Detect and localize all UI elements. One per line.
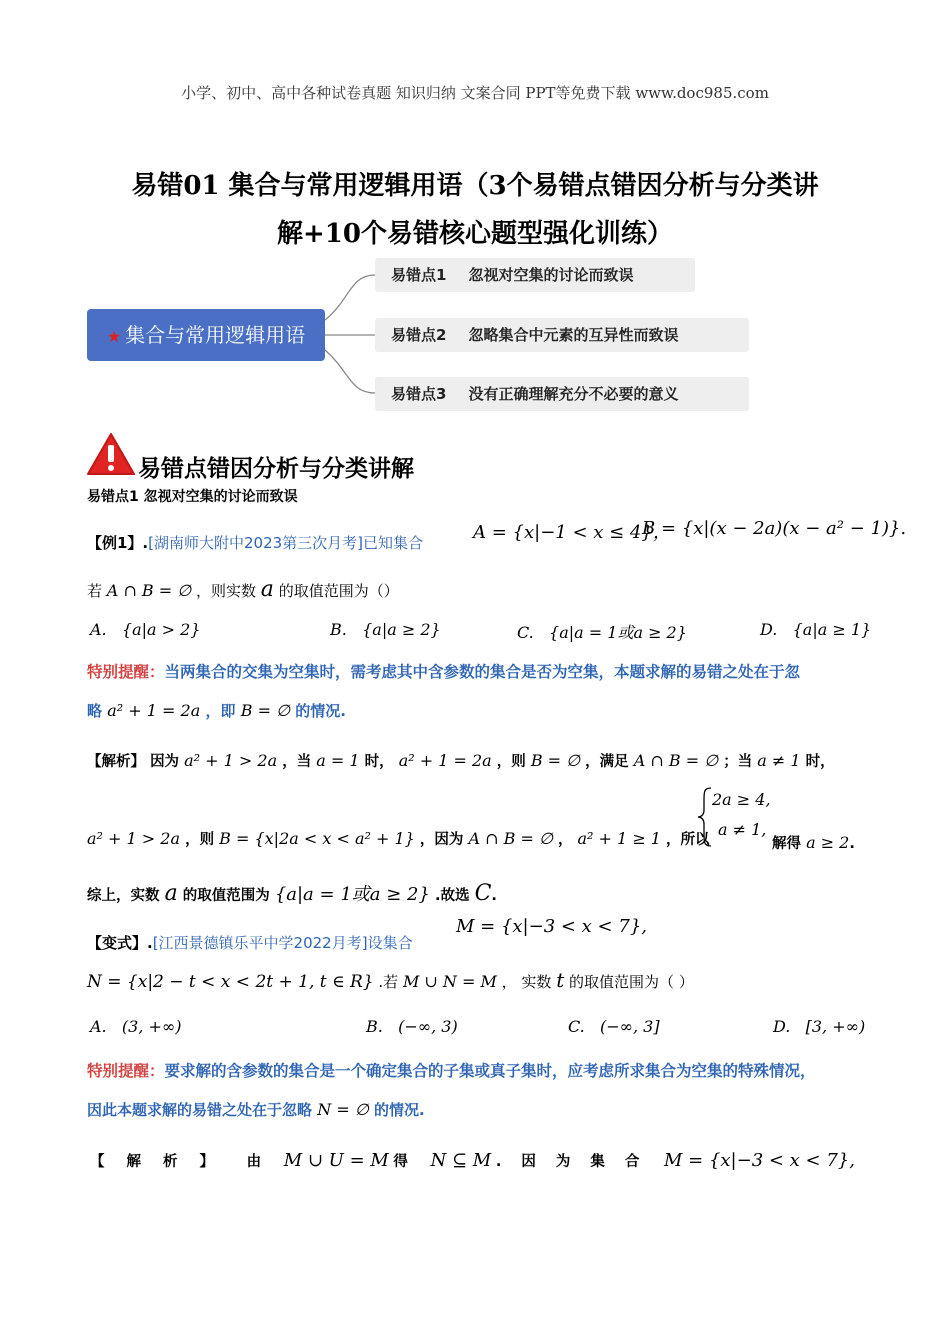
mindmap-node-3 xyxy=(375,377,749,411)
system-line2: a ≠ 1, xyxy=(718,820,767,839)
mindmap-node-1 xyxy=(375,258,695,292)
set-a: A = {x|−1 < x ≤ 4}， xyxy=(473,522,671,543)
sol-text: ， xyxy=(557,832,573,848)
sol-text: 解得 xyxy=(772,836,801,852)
doc-title-line2: 解+10个易错核心题型强化训练） xyxy=(277,219,673,249)
sol-math: M = {x|−3 < x < 7}, xyxy=(663,1150,855,1171)
sol-text: . xyxy=(849,836,855,852)
variant-option-b xyxy=(366,1017,458,1036)
sol-text: ，则 xyxy=(185,832,215,848)
mindmap-root-label: 集合与常用逻辑用语 xyxy=(125,323,306,347)
option-key: C. xyxy=(568,1017,585,1036)
sol-text: 时， xyxy=(364,754,394,770)
tip-math: N = ∅ xyxy=(317,1100,369,1119)
variant-tip-line1 xyxy=(87,1059,816,1081)
option-key: D. xyxy=(760,620,778,639)
q-var: t xyxy=(556,968,565,992)
tip-label: 特别提醒： xyxy=(87,1062,165,1080)
tip-text: 因此本题求解的易错之处在于忽略 xyxy=(87,1101,313,1119)
variant-source: [江西景德镇乐平中学2022月考]设集合 xyxy=(152,934,413,952)
mindmap-root xyxy=(87,309,325,361)
solution-label: 【解析】 xyxy=(90,1154,236,1170)
example1-solution-result xyxy=(772,832,855,853)
example1-line1 xyxy=(87,532,423,553)
q-math: M ∪ N = M xyxy=(402,972,497,991)
sol-math: a² + 1 = 2a xyxy=(398,751,492,770)
option-text: (3, +∞) xyxy=(121,1017,182,1036)
variant-solution xyxy=(90,1150,855,1171)
variant-line1 xyxy=(87,932,413,953)
option-key: A. xyxy=(90,620,107,639)
sol-math: N ⊆ M xyxy=(430,1150,492,1171)
node-key: 易错点3 xyxy=(391,385,447,403)
tip-math: a² + 1 = 2a xyxy=(107,701,201,720)
sol-math: B = {x|2a < x < a² + 1} xyxy=(219,829,415,848)
variant-tip-line2 xyxy=(87,1099,425,1120)
sol-math: a ≥ 2 xyxy=(806,833,850,852)
sol-text: 的取值范围为 xyxy=(182,888,270,904)
q-math: A ∩ B = ∅ xyxy=(106,581,192,600)
example1-option-a xyxy=(90,620,201,639)
example1-option-d xyxy=(760,620,871,639)
warning-icon xyxy=(86,432,136,476)
doc-title-line1: 易错01 集合与常用逻辑用语（3个易错点错因分析与分类讲 xyxy=(131,171,819,201)
sol-math: a² + 1 > 2a xyxy=(87,829,181,848)
sol-math: B = ∅ xyxy=(530,751,581,770)
example1-tip-line2 xyxy=(87,700,346,721)
example1-solution-line3 xyxy=(87,880,497,906)
sol-math: a xyxy=(164,881,178,906)
variant-option-a xyxy=(90,1017,181,1036)
tip-text: 当两集合的交集为空集时，需考虑其中含参数的集合是否为空集，本题求解的易错之处在于忽 xyxy=(164,663,801,681)
option-text: {a|a = 1或a ≥ 2} xyxy=(549,623,687,642)
option-key: D. xyxy=(773,1017,791,1036)
sol-text: 时， xyxy=(805,754,835,770)
sol-text: 因为 xyxy=(150,754,180,770)
option-key: B. xyxy=(366,1017,383,1036)
variant-option-c xyxy=(568,1017,660,1036)
q-text: ，则实数 xyxy=(195,582,256,600)
node-text: 忽略集合中元素的互异性而致误 xyxy=(468,326,679,344)
tip-text: ，即 xyxy=(205,702,236,720)
sol-text: ；当 xyxy=(723,754,753,770)
example-source: [湖南师大附中2023第三次月考]已知集合 xyxy=(148,534,424,552)
sol-text: . xyxy=(491,888,497,904)
sol-math: {a|a = 1或a ≥ 2} xyxy=(274,884,430,905)
tip-text: 的情况. xyxy=(295,702,346,720)
option-key: B. xyxy=(330,620,347,639)
node-text: 忽视对空集的讨论而致误 xyxy=(468,266,634,284)
page-header: 小学、初中、高中各种试卷真题 知识归纳 文案合同 PPT等免费下载 www.doc985.com xyxy=(181,84,769,102)
sol-text: ，当 xyxy=(282,754,312,770)
mindmap-node-2 xyxy=(375,318,749,352)
option-text: {a|a ≥ 1} xyxy=(792,620,872,639)
q-text: 的取值范围为（） xyxy=(278,582,399,600)
node-key: 易错点2 xyxy=(391,326,447,344)
example1-option-c xyxy=(517,620,687,643)
set-m: M = {x|−3 < x < 7}, xyxy=(456,916,647,937)
q-var: a xyxy=(260,577,274,602)
section-title: 易错点错因分析与分类讲解 xyxy=(138,456,414,482)
variant-option-d xyxy=(773,1017,865,1036)
sol-math: a² + 1 > 2a xyxy=(184,751,278,770)
system-line1: 2a ≥ 4, xyxy=(712,790,771,809)
option-text: [3, +∞) xyxy=(805,1017,866,1036)
q-text: 若 xyxy=(87,582,103,600)
sol-text: ，因为 xyxy=(419,832,464,848)
q-text: ， 实数 xyxy=(501,973,552,991)
tip-text: 要求解的含参数的集合是一个确定集合的子集或真子集时，应考虑所求集合为空集的特殊情况， xyxy=(164,1062,816,1080)
option-text: {a|a ≥ 2} xyxy=(362,620,441,639)
option-key: A. xyxy=(90,1017,107,1036)
section-subtitle: 易错点1 忽视对空集的讨论而致误 xyxy=(87,489,298,505)
q-text: .若 xyxy=(378,973,399,991)
sol-text: 得 xyxy=(393,1154,408,1170)
option-key: C. xyxy=(517,623,534,642)
tip-text: 略 xyxy=(87,702,103,720)
option-text: (−∞, 3] xyxy=(600,1017,660,1036)
option-text: {a|a > 2} xyxy=(121,620,201,639)
node-key: 易错点1 xyxy=(391,266,447,284)
tip-label: 特别提醒： xyxy=(87,663,165,681)
sol-text: 由 xyxy=(246,1154,262,1170)
sol-text: ，满足 xyxy=(585,754,629,770)
sol-math: a² + 1 ≥ 1 xyxy=(577,829,661,848)
example-label: 【例1】. xyxy=(87,534,149,552)
tip-text: 的情况. xyxy=(374,1101,425,1119)
example1-tip-line1 xyxy=(87,660,800,682)
sol-text: ，则 xyxy=(496,754,526,770)
mindmap-connectors xyxy=(0,0,950,430)
example1-solution-line2 xyxy=(87,828,710,849)
set-b: B = {x|(x − 2a)(x − a² − 1)}. xyxy=(642,518,907,539)
example1-option-b xyxy=(330,620,441,639)
sol-text: .故选 xyxy=(435,888,470,904)
example1-solution-line1 xyxy=(87,750,835,771)
sol-math: A ∩ B = ∅ xyxy=(468,829,553,848)
sol-math: a ≠ 1 xyxy=(757,751,801,770)
star-icon: ★ xyxy=(106,327,122,346)
sol-math: M ∪ U = M xyxy=(283,1150,389,1171)
sol-text: ，所以 xyxy=(666,832,710,848)
tip-math: B = ∅ xyxy=(240,701,291,720)
set-n: N = {x|2 − t < x < 2t + 1, t ∈ R} xyxy=(87,972,374,992)
sol-math: A ∩ B = ∅ xyxy=(633,751,719,770)
variant-question xyxy=(87,968,694,992)
option-text: (−∞, 3) xyxy=(398,1017,458,1036)
example1-question xyxy=(87,577,399,602)
variant-label: 【变式】. xyxy=(87,934,153,952)
q-text: 的取值范围为（ ） xyxy=(569,973,694,991)
solution-label: 【解析】 xyxy=(87,754,145,770)
sol-math: a = 1 xyxy=(316,751,360,770)
sol-math: C xyxy=(474,881,492,906)
node-text: 没有正确理解充分不必要的意义 xyxy=(468,385,679,403)
sol-text: 综上，实数 xyxy=(87,888,160,904)
sol-text: .因为集合 xyxy=(495,1154,660,1170)
